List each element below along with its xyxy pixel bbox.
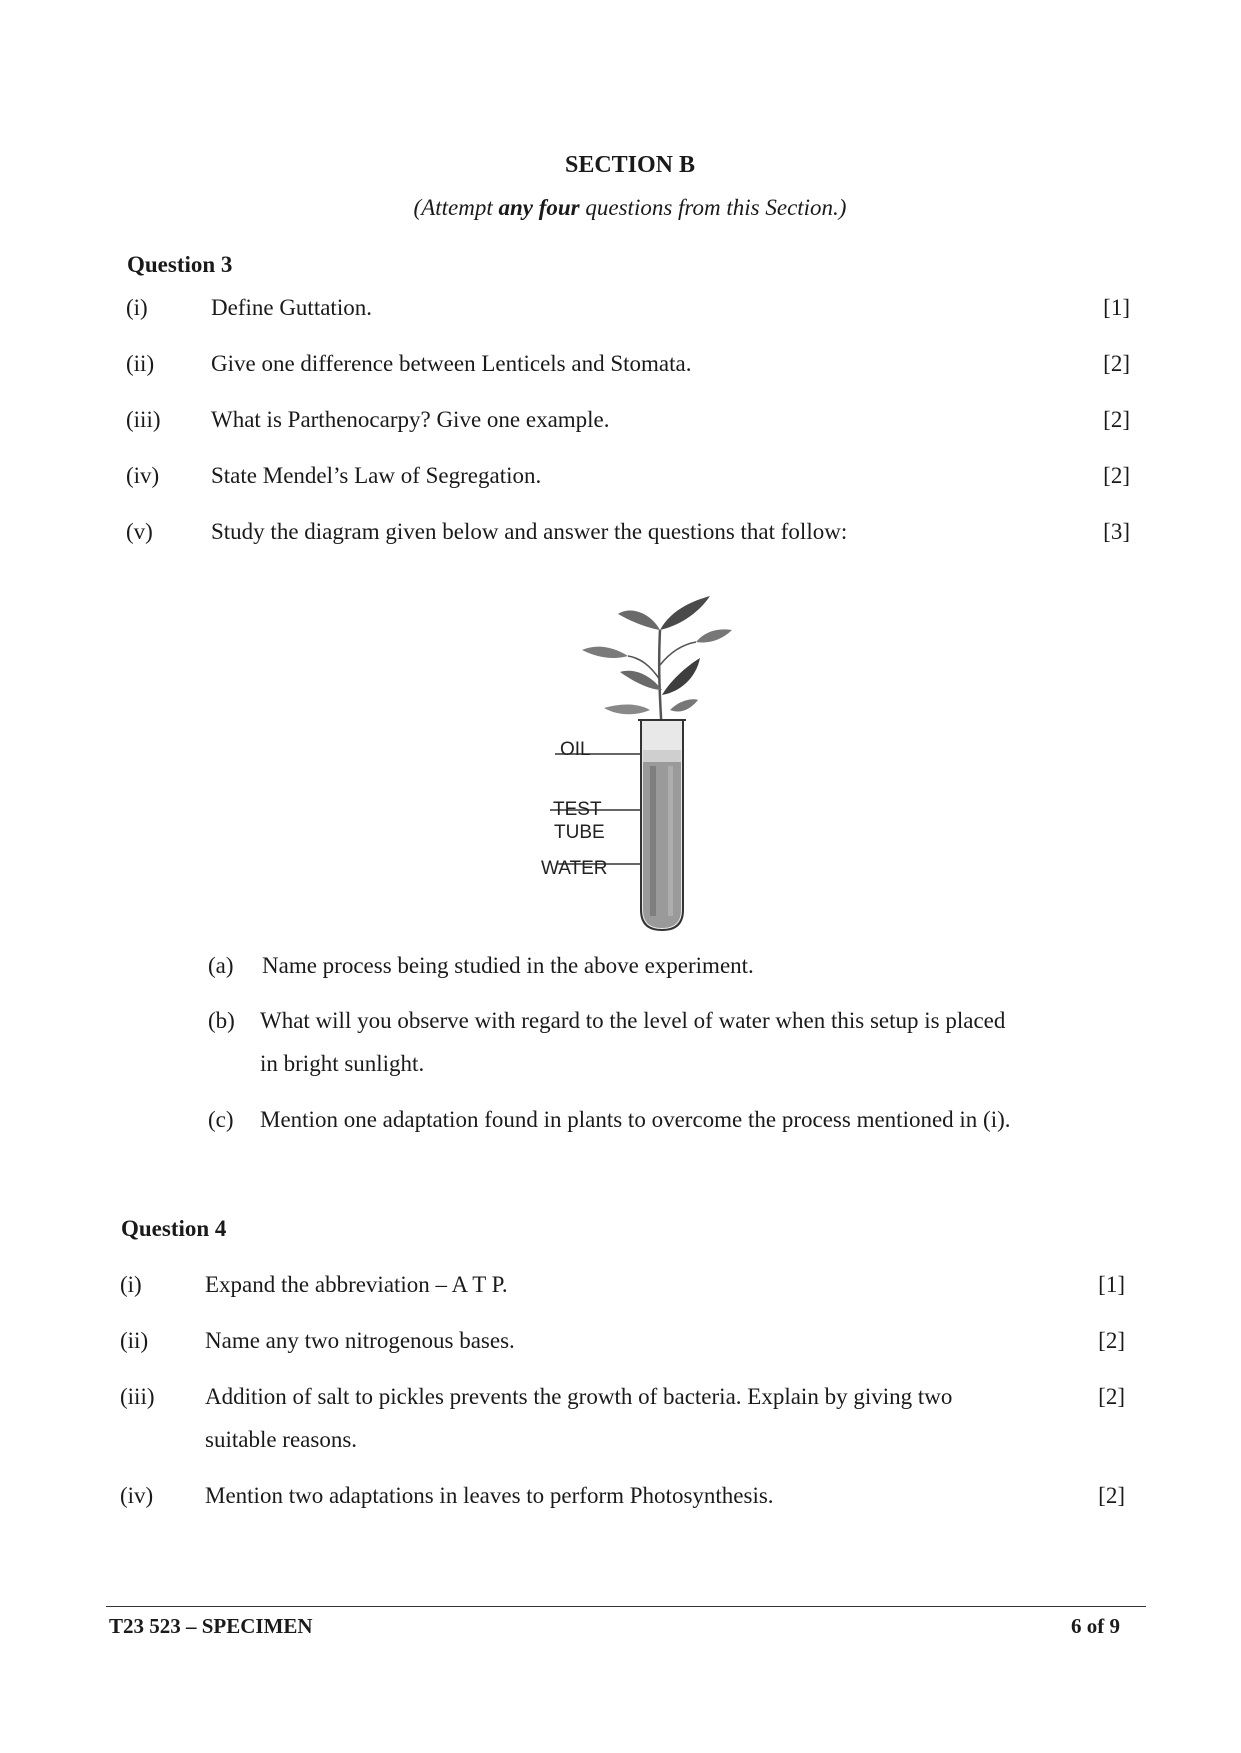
- label-water: WATER: [541, 858, 608, 879]
- question-4-heading: Question 4: [121, 1216, 227, 1241]
- section-instruction: (Attempt any four questions from this Section.): [413, 195, 847, 220]
- oil-layer: [643, 750, 681, 762]
- section-title: SECTION B: [564, 152, 696, 178]
- label-test: TEST: [553, 799, 602, 820]
- footer-rule: [106, 1606, 1146, 1607]
- water-column: [643, 762, 681, 928]
- footer-code: T23 523 – SPECIMEN: [109, 1614, 313, 1638]
- label-tube: TUBE: [554, 822, 605, 843]
- transpiration-diagram: [500, 570, 760, 940]
- test-tube-icon: [638, 720, 686, 930]
- footer-page-number: 6 of 9: [1071, 1614, 1120, 1638]
- label-oil: OIL: [560, 739, 591, 760]
- question-3-heading: Question 3: [127, 252, 233, 277]
- plant-icon: [582, 596, 732, 735]
- instruction-emphasis: any four: [498, 195, 580, 220]
